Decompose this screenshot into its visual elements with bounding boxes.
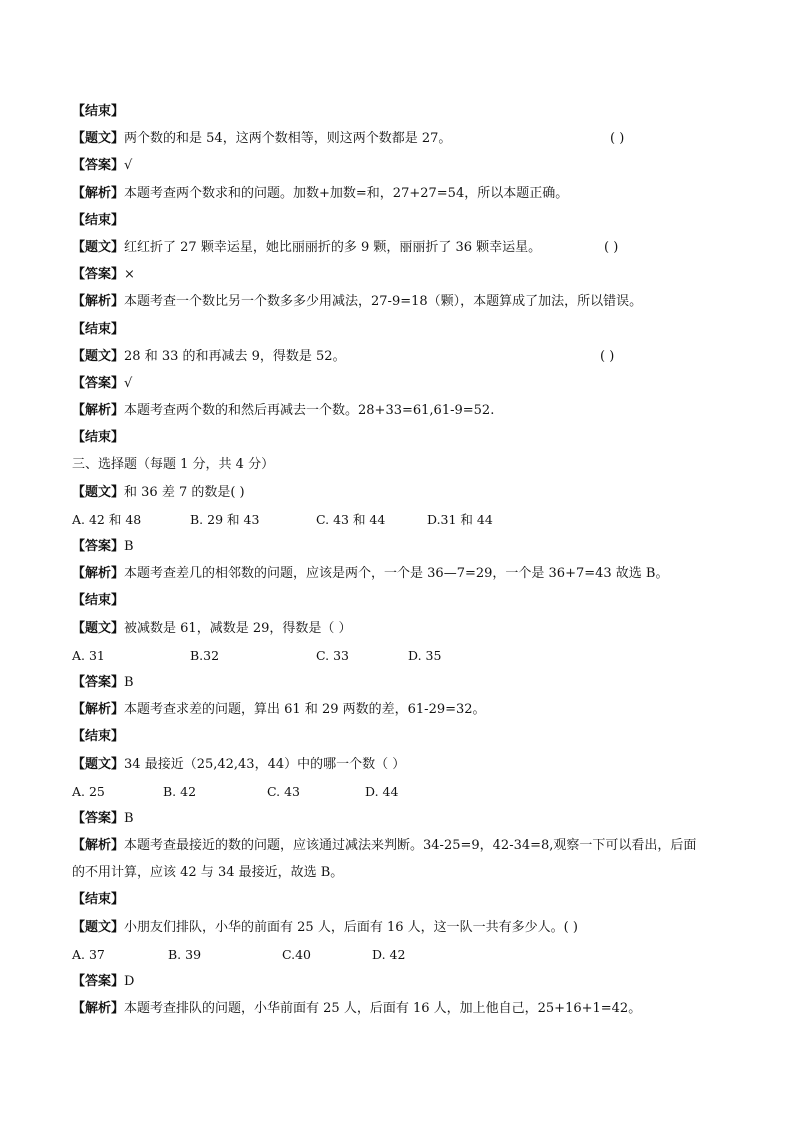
question-text: 两个数的和是 54，这两个数相等，则这两个数都是 27。 [124,131,452,147]
label-tag: 【结束】 [72,729,125,745]
explanation-line [72,180,732,207]
option: B. 39 [168,946,202,962]
options-row-line [72,941,732,968]
label-tag: 【解析】 [72,185,125,201]
explanation-text: 本题考查两个数的和然后再减去一个数。28+33=61,61-9=52. [124,403,495,419]
option: A. 31 [72,647,105,663]
answer-text: √ [124,158,133,174]
end-marker-line [72,316,732,343]
label-tag: 【题文】 [72,484,125,500]
explanation-line [72,288,732,315]
end-marker-line [72,587,732,614]
end-marker-line [72,207,732,234]
question-text: 被减数是 61，减数是 29，得数是（ ） [124,620,352,636]
question-line [72,234,732,261]
option: B.32 [190,647,220,663]
options-row-line [72,642,732,669]
answer-line [72,669,732,696]
label-tag: 【答案】 [72,810,125,826]
label-tag: 【结束】 [72,892,125,908]
label-tag: 【结束】 [72,430,125,446]
end-marker-line [72,723,732,750]
label-tag: 【题文】 [72,756,125,772]
question-line [72,751,732,778]
option: C.40 [282,946,311,962]
label-tag: 【解析】 [72,702,125,718]
label-tag: 【题文】 [72,919,125,935]
answer-line [72,805,732,832]
explanation-text: 本题考查两个数求和的问题。加数+加数=和，27+27=54，所以本题正确。 [124,185,569,201]
label-tag: 【解析】 [72,403,125,419]
option: D. 44 [365,783,399,799]
label-tag: 【答案】 [72,375,125,391]
question-line [72,479,732,506]
answer-blank: ( ) [610,131,625,147]
question-line [72,125,732,152]
option: B. 42 [163,783,197,799]
explanation-line [72,832,732,859]
option: A. 42 和 48 [72,511,142,527]
answer-line [72,261,732,288]
end-marker-line [72,886,732,913]
explanation-line [72,397,732,424]
option: D. 42 [372,946,406,962]
answer-line [72,533,732,560]
answer-line [72,968,732,995]
option: B. 29 和 43 [190,511,260,527]
explanation-line [72,696,732,723]
label-tag: 【结束】 [72,104,125,119]
answer-text: × [124,267,135,283]
answer-blank: ( ) [600,348,615,364]
label-tag: 【题文】 [72,239,125,255]
label-tag: 【解析】 [72,838,125,854]
label-tag: 【题文】 [72,131,125,147]
label-tag: 【题文】 [72,620,125,636]
explanation-text: 本题考查一个数比另一个数多多少用减法，27-9=18（颗），本题算成了加法，所以错误。 [124,294,643,310]
option: D. 35 [408,647,442,663]
option: A. 25 [72,783,105,799]
option: C. 43 [267,783,300,799]
question-text: 和 36 差 7 的数是( ) [124,484,245,500]
answer-blank: ( ) [604,239,619,255]
section-heading-line [72,451,732,478]
question-text: 28 和 33 的和再减去 9，得数是 52。 [124,348,346,364]
label-tag: 【答案】 [72,974,125,989]
label-tag: 【解析】 [72,566,125,582]
answer-text: B [124,539,134,554]
explanation-continued-line [72,859,732,886]
label-tag: 【答案】 [72,158,125,174]
option: C. 43 和 44 [316,511,386,527]
explanation-text: 本题考查最接近的数的问题，应该通过减法来判断。34-25=9，42-34=8,观察一下可以看出，后面 [124,838,697,854]
end-marker-line [72,98,732,125]
explanation-text: 本题考查求差的问题，算出 61 和 29 两数的差，61-29=32。 [124,702,486,718]
explanation-text: 本题考查排队的问题，小华前面有 25 人，后面有 16 人，加上他自己，25+16+1=42。 [124,1001,642,1017]
section-heading-text: 三、选择题（每题 1 分，共 4 分） [72,457,275,473]
label-tag: 【解析】 [72,1001,125,1017]
option: C. 33 [316,647,349,663]
label-tag: 【答案】 [72,267,125,283]
document-content [72,98,732,1022]
question-line [72,615,732,642]
explanation-line [72,560,732,587]
end-marker-line [72,424,732,451]
answer-line [72,152,732,179]
explanation-text: 本题考查差几的相邻数的问题，应该是两个，一个是 36—7=29，一个是 36+7=43 故选 B。 [124,566,669,582]
label-tag: 【答案】 [72,674,125,690]
question-line [72,343,732,370]
label-tag: 【结束】 [72,593,125,609]
options-row-line [72,506,732,533]
label-tag: 【解析】 [72,294,125,310]
question-text: 小朋友们排队，小华的前面有 25 人，后面有 16 人，这一队一共有多少人。( ) [124,919,578,935]
answer-text: D [124,974,135,989]
options-row-line [72,778,732,805]
answer-text: √ [124,375,133,391]
label-tag: 【结束】 [72,212,125,228]
option: D.31 和 44 [427,511,493,527]
question-text: 红红折了 27 颗幸运星，她比丽丽折的多 9 颗，丽丽折了 36 颗幸运星。 [124,239,542,255]
label-tag: 【题文】 [72,348,125,364]
answer-text: B [124,810,134,826]
question-line [72,914,732,941]
option: A. 37 [72,946,105,962]
label-tag: 【答案】 [72,539,125,554]
answer-line [72,370,732,397]
question-text: 34 最接近（25,42,43，44）中的哪一个数（ ） [124,756,406,772]
answer-text: B [124,674,134,690]
label-tag: 【结束】 [72,321,125,337]
explanation-line [72,995,732,1022]
explanation-continued-text: 的不用计算，应该 42 与 34 最接近，故选 B。 [72,865,344,881]
